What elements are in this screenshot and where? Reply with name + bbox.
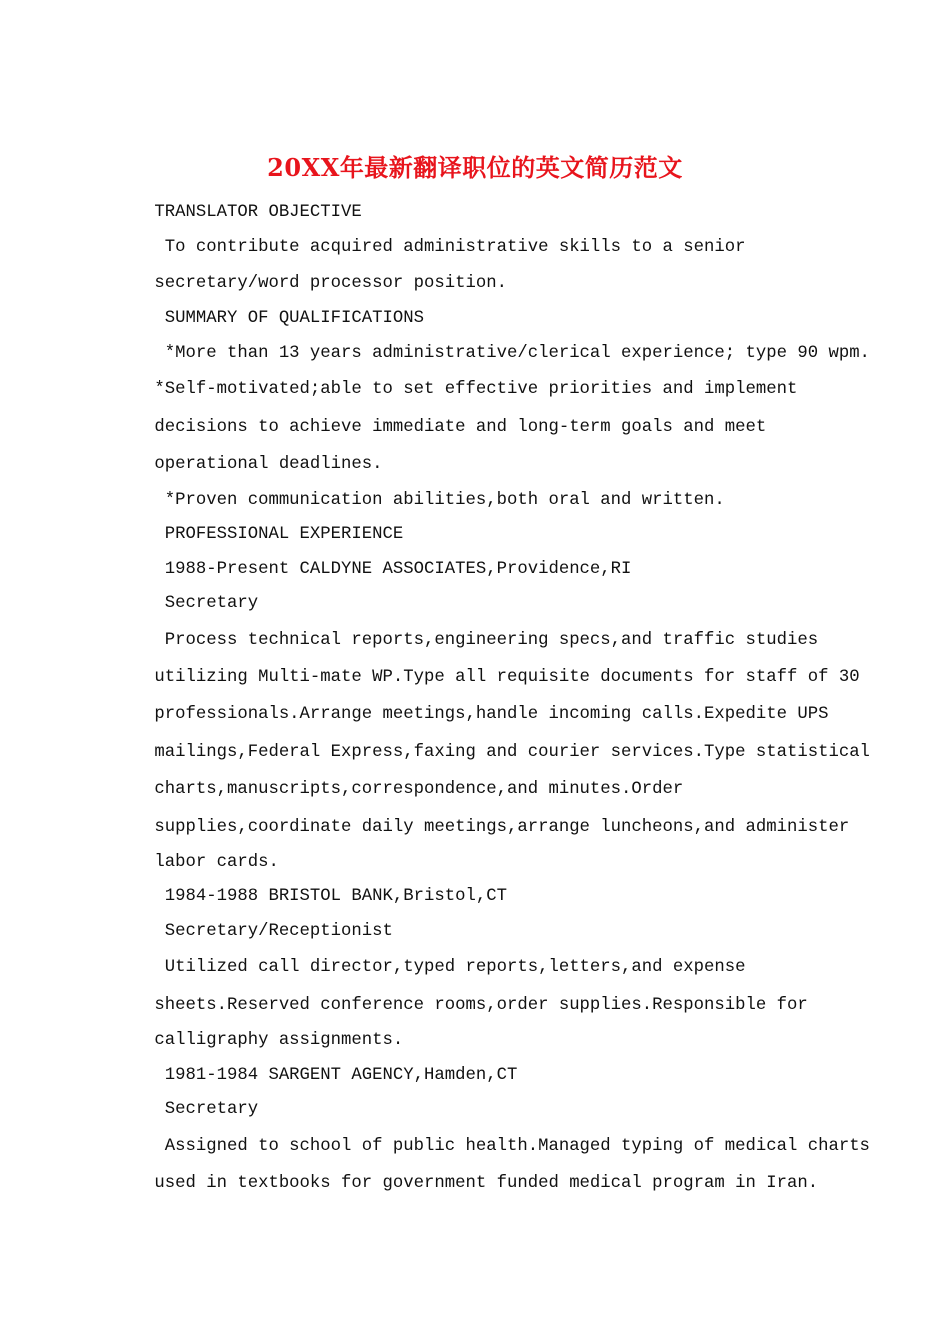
- summary-line: *Proven communication abilities,both oral and written.: [144, 490, 725, 510]
- job-heading: 1981-1984 SARGENT AGENCY,Hamden,CT: [144, 1065, 518, 1085]
- summary-line: *Self-motivated;able to set effective priorities and implement: [144, 380, 798, 400]
- section-heading-experience: PROFESSIONAL EXPERIENCE: [144, 525, 404, 545]
- job-heading: 1984-1988 BRISTOL BANK,Bristol,CT: [144, 887, 507, 907]
- job-description-line: charts,manuscripts,correspondence,and minutes.Order: [144, 780, 684, 800]
- objective-line: secretary/word processor position.: [144, 274, 507, 293]
- job-title: Secretary/Receptionist: [144, 921, 393, 941]
- summary-line: operational deadlines.: [144, 455, 383, 475]
- job-description-line: calligraphy assignments.: [144, 1031, 404, 1051]
- job-description-line: supplies,coordinate daily meetings,arrange luncheons,and administer: [144, 817, 850, 837]
- objective-line: To contribute acquired administrative skills to a senior: [144, 237, 746, 257]
- section-heading-summary: SUMMARY OF QUALIFICATIONS: [144, 309, 425, 329]
- job-title: Secretary: [144, 594, 259, 614]
- section-heading-objective: TRANSLATOR OBJECTIVE: [144, 203, 362, 222]
- job-description-line: utilizing Multi-mate WP.Type all requisite documents for staff of 30: [144, 667, 860, 687]
- summary-line: decisions to achieve immediate and long-term goals and meet: [144, 417, 767, 437]
- document-title: 20XX年最新翻译职位的英文简历范文: [267, 153, 683, 182]
- job-description-line: Assigned to school of public health.Managed typing of medical charts: [144, 1136, 870, 1156]
- document-body: [144, 196, 870, 1202]
- job-description-line: labor cards.: [144, 852, 279, 872]
- job-title: Secretary: [144, 1100, 259, 1120]
- job-description-line: mailings,Federal Express,faxing and courier services.Type statistical: [144, 742, 870, 762]
- job-description-line: Process technical reports,engineering specs,and traffic studies: [144, 630, 819, 650]
- job-description-line: professionals.Arrange meetings,handle incoming calls.Expedite UPS: [144, 705, 829, 725]
- job-description-line: sheets.Reserved conference rooms,order supplies.Responsible for: [144, 995, 808, 1015]
- summary-line: *More than 13 years administrative/clerical experience; type 90 wpm.: [144, 343, 870, 363]
- job-description-line: Utilized call director,typed reports,letters,and expense: [144, 958, 746, 978]
- job-description-line: used in textbooks for government funded medical program in Iran.: [144, 1174, 819, 1194]
- job-heading: 1988-Present CALDYNE ASSOCIATES,Providence,RI: [144, 559, 632, 579]
